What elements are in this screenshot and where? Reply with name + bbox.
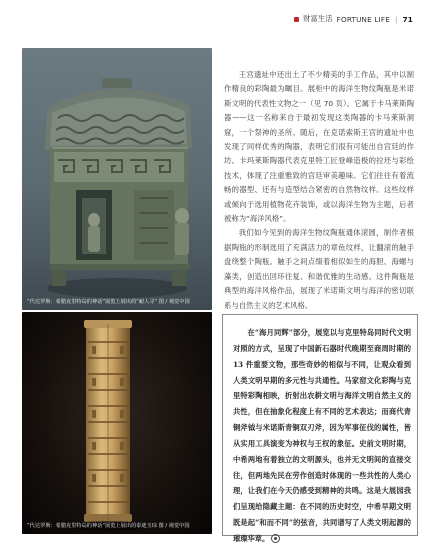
photo-jade-cong [22, 312, 212, 534]
article-paragraph: 王宫遗址中还出土了不少精美的手工作品，其中以制作精良的彩陶最为瞩目。展柜中的海洋生物纹陶瓶是米诺斯文明的代表性文物之一（见 70 页）。它属于卡马莱斯陶器——这一名称来自于最初发现这类陶器的卡马莱斯洞窟，一个祭神的圣所。随后，在克诺索斯王宫的遗址中也发现了同样优秀的陶器，表明它们很有可能出自宫廷的作坊。卡玛莱斯陶器代表克里特工匠登峰造极的拉坯与彩绘技术，体现了注重雅致的宫廷审美趣味。它们往往有着流畅的器型、还有与造型结合紧密的自然物纹样。这些纹样或倾向于选用植物花卉装饰，或以海洋生物为主题，后者被称为“海洋风格”。 [224, 70, 414, 224]
jade-cong-illustration [22, 312, 212, 534]
page-number: 71 [402, 14, 413, 24]
section-marker-icon [294, 17, 299, 22]
running-header [294, 13, 413, 25]
header-divider: | [394, 14, 398, 24]
bronze-artifact-illustration [22, 48, 212, 310]
photo-bronze-artifact [22, 48, 212, 310]
sidebar-paragraph [233, 325, 411, 547]
article-body [224, 68, 414, 313]
end-mark-icon [271, 534, 280, 543]
sidebar-box [222, 314, 418, 543]
photo-caption: “代达罗斯：希腊克里特岛的神话”展览上展出的泰迪玉琮 图 / 视觉中国 [27, 523, 190, 529]
section-name-cn: 财富生活 [303, 14, 333, 23]
article-paragraph: 我们如今见到的海洋生物纹陶瓶通体滚圆，制作者根据陶瓶的形制选用了充满活力的章鱼纹样，让翻滚的触手盘绕整个陶瓶。触手之间点缀着相似如生的海胆、海螺与藻类，创造出回环往复、和谐优雅的生动感。这件陶瓶是典型的海洋风格作品，展现了米诺斯文明与海洋的密切联系与自然主义的艺术风格。 [224, 228, 414, 310]
sidebar-text: 在“海月同辉”部分，展览以与克里特岛同时代文明对照的方式，呈现了中国新石器时代晚期至商周时期的 13 件重要文物，那些奇妙的相似与不同，让观众看到人类文明早期的多元性与共通性。马家窑文化彩陶与克里特彩陶相映，折射出农耕文明与海洋文明自然主义的共性，但在抽象化程度上有不同的艺术表达；而商代青铜斧钺与米诺斯青铜双刃斧，因为军事征伐的属性，皆从实用工具演变为神权与王权的象征。史前文明时期，中希两地有着独立的文明源头，也并无文明间的直接交往，但两地先民在劳作创造时体现的一些共性的人类心理，让我们在今天仍感受到精神的共鸣。这是大展园我们呈现给隐藏主题：在不同的历史时空，中希早期文明既是起“和而不同”的弦音，共同谱写了人类文明起源的璀璨华章。 [233, 328, 411, 543]
section-name-en: FORTUNE LIFE [336, 14, 390, 24]
photo-caption: “代达罗斯：希腊克里特岛的神话”展览上展出的“耐人寻” 图 / 视觉中国 [27, 299, 190, 305]
